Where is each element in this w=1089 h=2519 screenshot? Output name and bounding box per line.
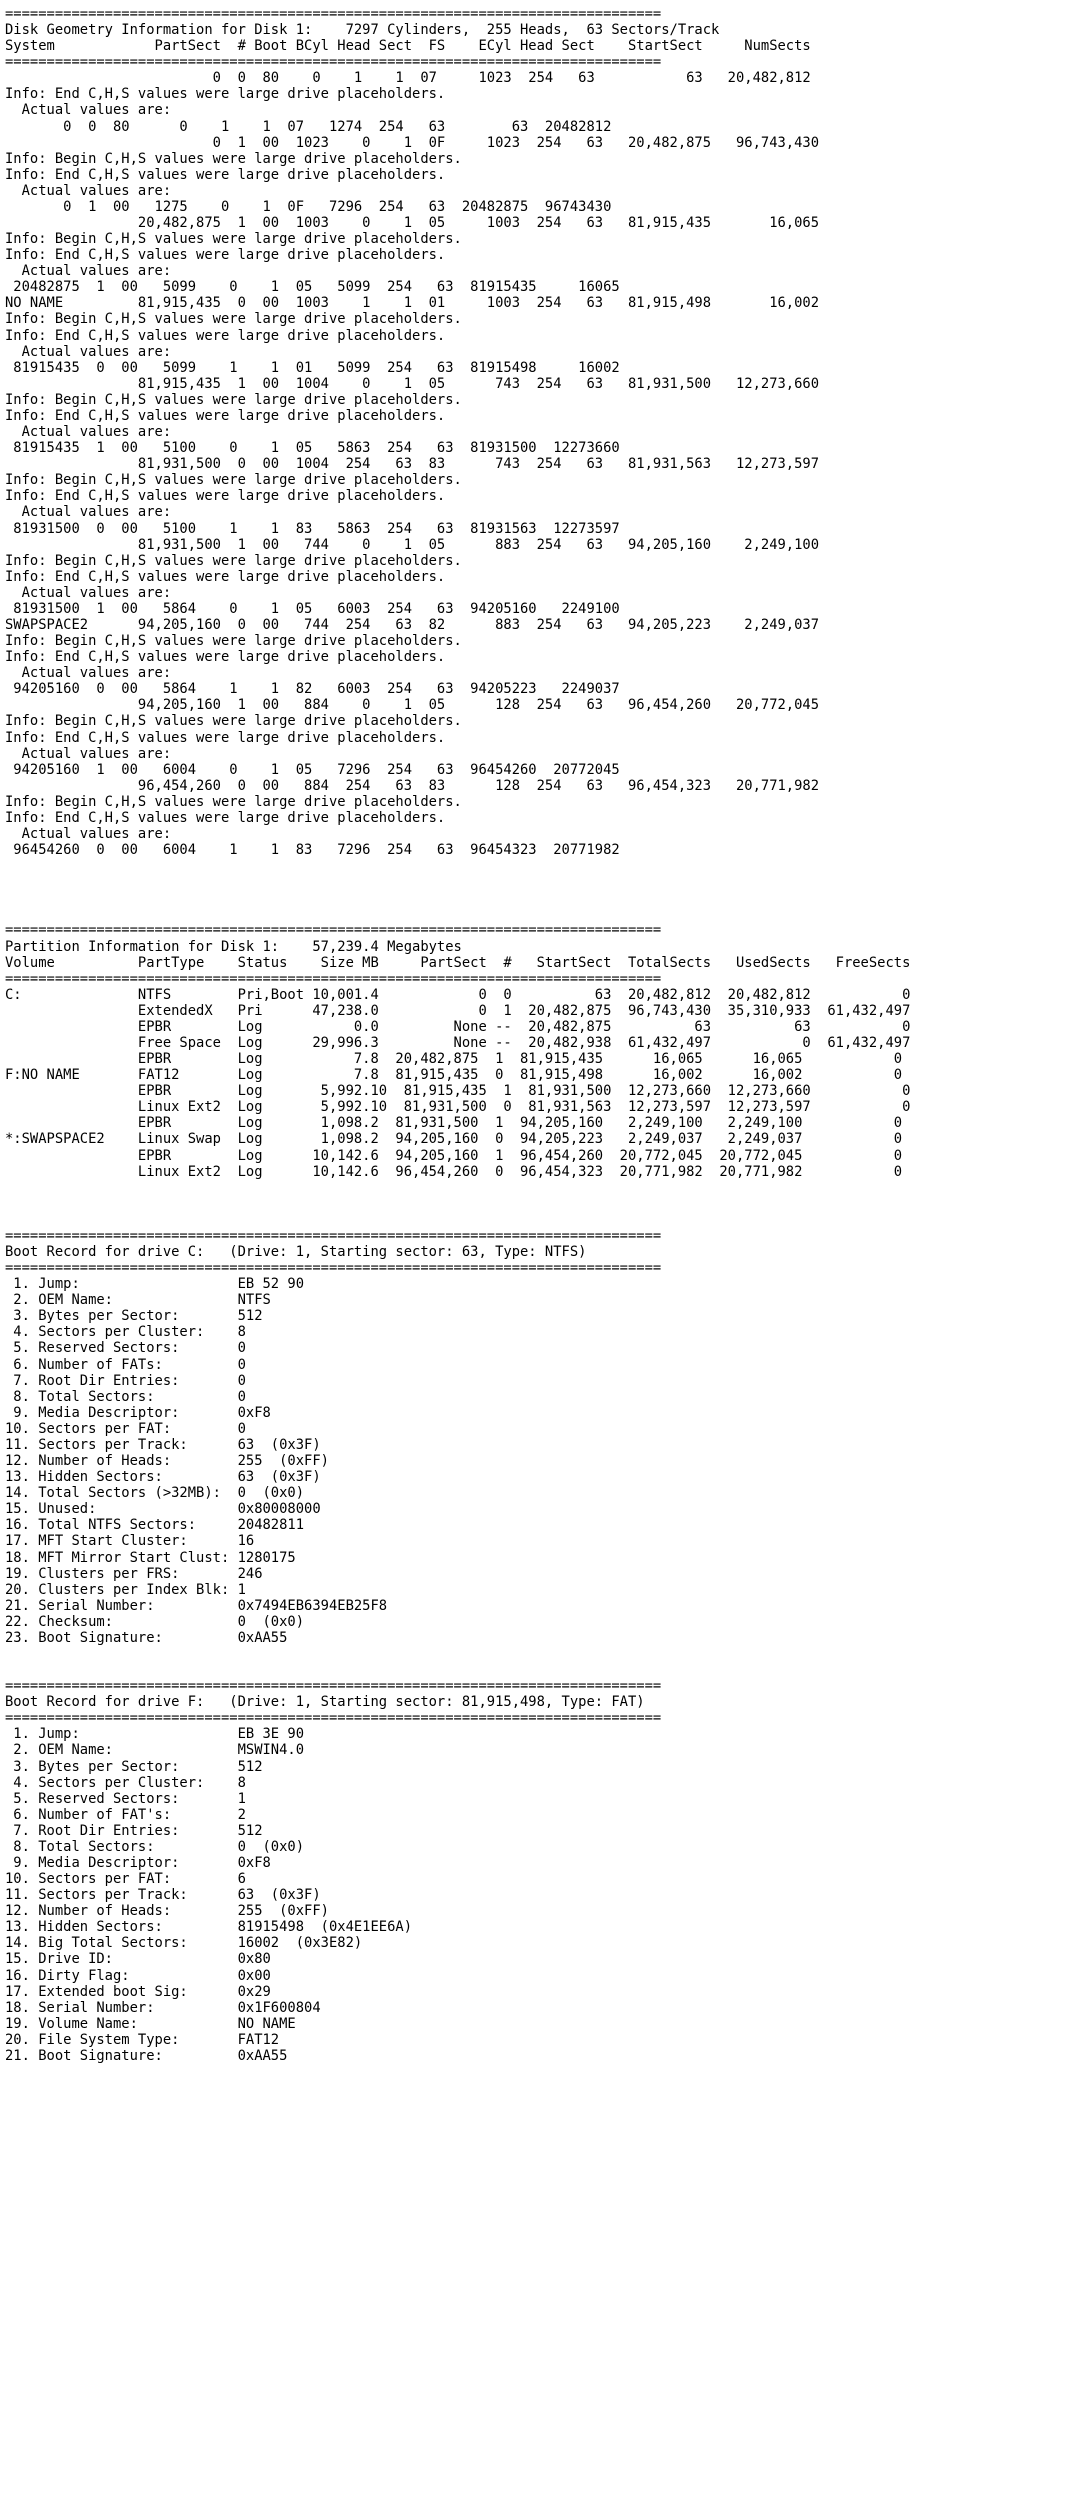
report-line: 18. Serial Number: 0x1F600804 — [5, 1999, 321, 2016]
report-line: 17. MFT Start Cluster: 16 — [5, 1533, 255, 1550]
report-line: 4. Sectors per Cluster: 8 — [5, 1774, 246, 1791]
report-line: Actual values are: — [5, 504, 172, 521]
report-line: 16. Total NTFS Sectors: 20482811 — [5, 1517, 305, 1534]
separator-line: =============================================================================== — [5, 1260, 662, 1277]
report-line: 81915435 1 00 5100 0 1 05 5863 254 63 81931500 12273660 — [5, 440, 620, 457]
report-line: 18. MFT Mirror Start Clust: 1280175 — [5, 1549, 296, 1566]
report-line: 21. Boot Signature: 0xAA55 — [5, 2047, 288, 2064]
report-line: 23. Boot Signature: 0xAA55 — [5, 1629, 288, 1646]
report-line: 94205160 1 00 6004 0 1 05 7296 254 63 96454260 20772045 — [5, 761, 620, 778]
separator-line: =============================================================================== — [5, 6, 662, 22]
report-line: 1. Jump: EB 3E 90 — [5, 1726, 305, 1743]
report-line: 81,931,500 0 00 1004 254 63 83 743 254 63 81,931,563 12,273,597 — [5, 456, 820, 473]
report-line: 22. Checksum: 0 (0x0) — [5, 1613, 305, 1630]
report-line: Free Space Log 29,996.3 None -- 20,482,938 61,432,497 0 61,432,497 — [5, 1035, 911, 1051]
report-line: 7. Root Dir Entries: 0 — [5, 1372, 246, 1389]
section-title: Disk Geometry Information for Disk 1: 7297 Cylinders, 255 Heads, 63 Sectors/Track — [5, 22, 720, 39]
column-header: Volume PartType Status Size MB PartSect # StartSect TotalSects UsedSects FreeSects — [5, 954, 911, 971]
info-line: Info: Begin C,H,S values were large drive placeholders. — [5, 633, 462, 650]
report-line: 10. Sectors per FAT: 6 — [5, 1871, 246, 1888]
report-line: Actual values are: — [5, 584, 172, 601]
report-line: EPBR Log 7.8 20,482,875 1 81,915,435 16,065 16,065 0 — [5, 1051, 903, 1068]
column-header: System PartSect # Boot BCyl Head Sect FS ECyl Head Sect StartSect NumSects — [5, 38, 811, 55]
info-line: Info: Begin C,H,S values were large drive placeholders. — [5, 150, 462, 167]
report-line: Actual values are: — [5, 665, 172, 682]
report-line: 13. Hidden Sectors: 63 (0x3F) — [5, 1469, 321, 1486]
blank-line — [5, 890, 1085, 906]
info-line: Info: End C,H,S values were large drive placeholders. — [5, 729, 446, 746]
report-line: SWAPSPACE2 94,205,160 0 00 744 254 63 82 883 254 63 94,205,223 2,249,037 — [5, 616, 820, 633]
section-title: Boot Record for drive F: (Drive: 1, Starting sector: 81,915,498, Type: FAT) — [5, 1694, 645, 1711]
report-line: 94,205,160 1 00 884 0 1 05 128 254 63 96,454,260 20,772,045 — [5, 697, 820, 714]
report-line: 19. Clusters per FRS: 246 — [5, 1565, 263, 1582]
blank-line — [5, 874, 1085, 890]
report-line: 96454260 0 00 6004 1 1 83 7296 254 63 96454323 20771982 — [5, 842, 620, 859]
report-line: Actual values are: — [5, 825, 172, 842]
report-line: 81915435 0 00 5099 1 1 01 5099 254 63 81915498 16002 — [5, 359, 620, 376]
report-line: Actual values are: — [5, 424, 172, 441]
report-line: 14. Big Total Sectors: 16002 (0x3E82) — [5, 1935, 363, 1952]
report-line: *:SWAPSPACE2 Linux Swap Log 1,098.2 94,205,160 0 94,205,223 2,249,037 2,249,037 0 — [5, 1131, 903, 1148]
section-title: Boot Record for drive C: (Drive: 1, Starting sector: 63, Type: NTFS) — [5, 1244, 587, 1261]
info-line: Info: End C,H,S values were large drive placeholders. — [5, 568, 446, 585]
report-line: 20482875 1 00 5099 0 1 05 5099 254 63 81915435 16065 — [5, 279, 620, 296]
report-line: 12. Number of Heads: 255 (0xFF) — [5, 1453, 329, 1470]
info-line: Info: Begin C,H,S values were large drive placeholders. — [5, 391, 462, 408]
report-line: 19. Volume Name: NO NAME — [5, 2015, 296, 2032]
report-line: 0 0 80 0 1 1 07 1023 254 63 63 20,482,812 — [5, 70, 811, 87]
info-line: Info: End C,H,S values were large drive placeholders. — [5, 327, 446, 344]
report-line: 9. Media Descriptor: 0xF8 — [5, 1404, 271, 1421]
report-line: 11. Sectors per Track: 63 (0x3F) — [5, 1436, 321, 1453]
report-line: Actual values are: — [5, 343, 172, 360]
report-line: F:NO NAME FAT12 Log 7.8 81,915,435 0 81,915,498 16,002 16,002 0 — [5, 1067, 903, 1084]
separator-line: =============================================================================== — [5, 922, 662, 939]
report-line: EPBR Log 1,098.2 81,931,500 1 94,205,160 2,249,100 2,249,100 0 — [5, 1115, 903, 1132]
report-line: 94205160 0 00 5864 1 1 82 6003 254 63 94205223 2249037 — [5, 681, 620, 698]
separator-line: =============================================================================== — [5, 970, 662, 987]
report-line: NO NAME 81,915,435 0 00 1003 1 1 01 1003 254 63 81,915,498 16,002 — [5, 295, 820, 312]
report-line: 6. Number of FAT's: 2 — [5, 1806, 246, 1823]
report-line: 12. Number of Heads: 255 (0xFF) — [5, 1903, 329, 1920]
report-line: 96,454,260 0 00 884 254 63 83 128 254 63 96,454,323 20,771,982 — [5, 777, 820, 794]
info-line: Info: Begin C,H,S values were large drive placeholders. — [5, 311, 462, 328]
report-line: 7. Root Dir Entries: 512 — [5, 1822, 263, 1839]
report-line: 81931500 0 00 5100 1 1 83 5863 254 63 81931563 12273597 — [5, 520, 620, 537]
report-line: 0 0 80 0 1 1 07 1274 254 63 63 20482812 — [5, 118, 612, 135]
report-line: Actual values are: — [5, 182, 172, 199]
info-line: Info: End C,H,S values were large drive placeholders. — [5, 166, 446, 183]
report-line: 4. Sectors per Cluster: 8 — [5, 1324, 246, 1341]
section-title: Partition Information for Disk 1: 57,239.4 Megabytes — [5, 938, 462, 955]
report-line: 13. Hidden Sectors: 81915498 (0x4E1EE6A) — [5, 1919, 413, 1936]
report-line: EPBR Log 10,142.6 94,205,160 1 96,454,260 20,772,045 20,772,045 0 — [5, 1147, 903, 1164]
report-line: 1. Jump: EB 52 90 — [5, 1276, 305, 1293]
blank-line — [5, 1662, 1085, 1678]
info-line: Info: Begin C,H,S values were large drive placeholders. — [5, 552, 462, 569]
info-line: Info: Begin C,H,S values were large drive placeholders. — [5, 472, 462, 489]
report-line: 6. Number of FATs: 0 — [5, 1356, 246, 1373]
report-line: Linux Ext2 Log 10,142.6 96,454,260 0 96,454,323 20,771,982 20,771,982 0 — [5, 1163, 903, 1180]
report-line: 8. Total Sectors: 0 — [5, 1388, 246, 1405]
report-line: 3. Bytes per Sector: 512 — [5, 1758, 263, 1775]
report-line: 20,482,875 1 00 1003 0 1 05 1003 254 63 81,915,435 16,065 — [5, 215, 820, 232]
separator-line: =============================================================================== — [5, 1710, 662, 1727]
report-line: 14. Total Sectors (>32MB): 0 (0x0) — [5, 1485, 305, 1502]
blank-line — [5, 1196, 1085, 1212]
report-line: 81931500 1 00 5864 0 1 05 6003 254 63 94205160 2249100 — [5, 600, 620, 617]
info-line: Info: End C,H,S values were large drive placeholders. — [5, 809, 446, 826]
report-line: 15. Drive ID: 0x80 — [5, 1951, 271, 1968]
report-line: 21. Serial Number: 0x7494EB6394EB25F8 — [5, 1597, 388, 1614]
blank-line — [5, 1180, 1085, 1196]
report-line: 81,915,435 1 00 1004 0 1 05 743 254 63 81,931,500 12,273,660 — [5, 375, 820, 392]
report-line: C: NTFS Pri,Boot 10,001.4 0 0 63 20,482,812 20,482,812 0 — [5, 986, 911, 1003]
report-line: 0 1 00 1275 0 1 0F 7296 254 63 20482875 96743430 — [5, 198, 612, 215]
report-line: 17. Extended boot Sig: 0x29 — [5, 1983, 271, 2000]
separator-line: =============================================================================== — [5, 54, 662, 71]
report-line: 8. Total Sectors: 0 (0x0) — [5, 1838, 305, 1855]
blank-line — [5, 1212, 1085, 1228]
info-line: Info: End C,H,S values were large drive placeholders. — [5, 86, 446, 103]
info-line: Info: End C,H,S values were large drive placeholders. — [5, 247, 446, 264]
blank-line — [5, 1646, 1085, 1662]
report-line: Linux Ext2 Log 5,992.10 81,931,500 0 81,931,563 12,273,597 12,273,597 0 — [5, 1099, 911, 1116]
report-line: 5. Reserved Sectors: 0 — [5, 1340, 246, 1357]
info-line: Info: End C,H,S values were large drive placeholders. — [5, 407, 446, 424]
report-line: 0 1 00 1023 0 1 0F 1023 254 63 20,482,875 96,743,430 — [5, 134, 820, 151]
report-line: 20. Clusters per Index Blk: 1 — [5, 1581, 246, 1598]
info-line: Info: End C,H,S values were large drive placeholders. — [5, 649, 446, 666]
report-line: 2. OEM Name: NTFS — [5, 1292, 271, 1309]
report-line: 20. File System Type: FAT12 — [5, 2031, 280, 2048]
info-line: Info: End C,H,S values were large drive placeholders. — [5, 488, 446, 505]
report-line: EPBR Log 0.0 None -- 20,482,875 63 63 0 — [5, 1018, 911, 1035]
report-line: EPBR Log 5,992.10 81,915,435 1 81,931,500 12,273,660 12,273,660 0 — [5, 1083, 911, 1100]
report-line: Actual values are: — [5, 263, 172, 280]
report-line: ExtendedX Pri 47,238.0 0 1 20,482,875 96,743,430 35,310,933 61,432,497 — [5, 1002, 911, 1019]
info-line: Info: Begin C,H,S values were large drive placeholders. — [5, 231, 462, 248]
report-line: 9. Media Descriptor: 0xF8 — [5, 1854, 271, 1871]
report-line: 3. Bytes per Sector: 512 — [5, 1308, 263, 1325]
report-line: 16. Dirty Flag: 0x00 — [5, 1967, 271, 1984]
separator-line: =============================================================================== — [5, 1227, 662, 1244]
report-line: 2. OEM Name: MSWIN4.0 — [5, 1742, 305, 1759]
report-line: 11. Sectors per Track: 63 (0x3F) — [5, 1887, 321, 1904]
report-line: Actual values are: — [5, 745, 172, 762]
blank-line — [5, 906, 1085, 922]
report-line: 10. Sectors per FAT: 0 — [5, 1420, 246, 1437]
report-line: Actual values are: — [5, 102, 172, 119]
report-line: 81,931,500 1 00 744 0 1 05 883 254 63 94,205,160 2,249,100 — [5, 536, 820, 553]
separator-line: =============================================================================== — [5, 1678, 662, 1695]
info-line: Info: Begin C,H,S values were large drive placeholders. — [5, 713, 462, 730]
report-line: 15. Unused: 0x80008000 — [5, 1501, 321, 1518]
info-line: Info: Begin C,H,S values were large drive placeholders. — [5, 793, 462, 810]
report-line: 5. Reserved Sectors: 1 — [5, 1790, 246, 1807]
blank-line — [5, 858, 1085, 874]
